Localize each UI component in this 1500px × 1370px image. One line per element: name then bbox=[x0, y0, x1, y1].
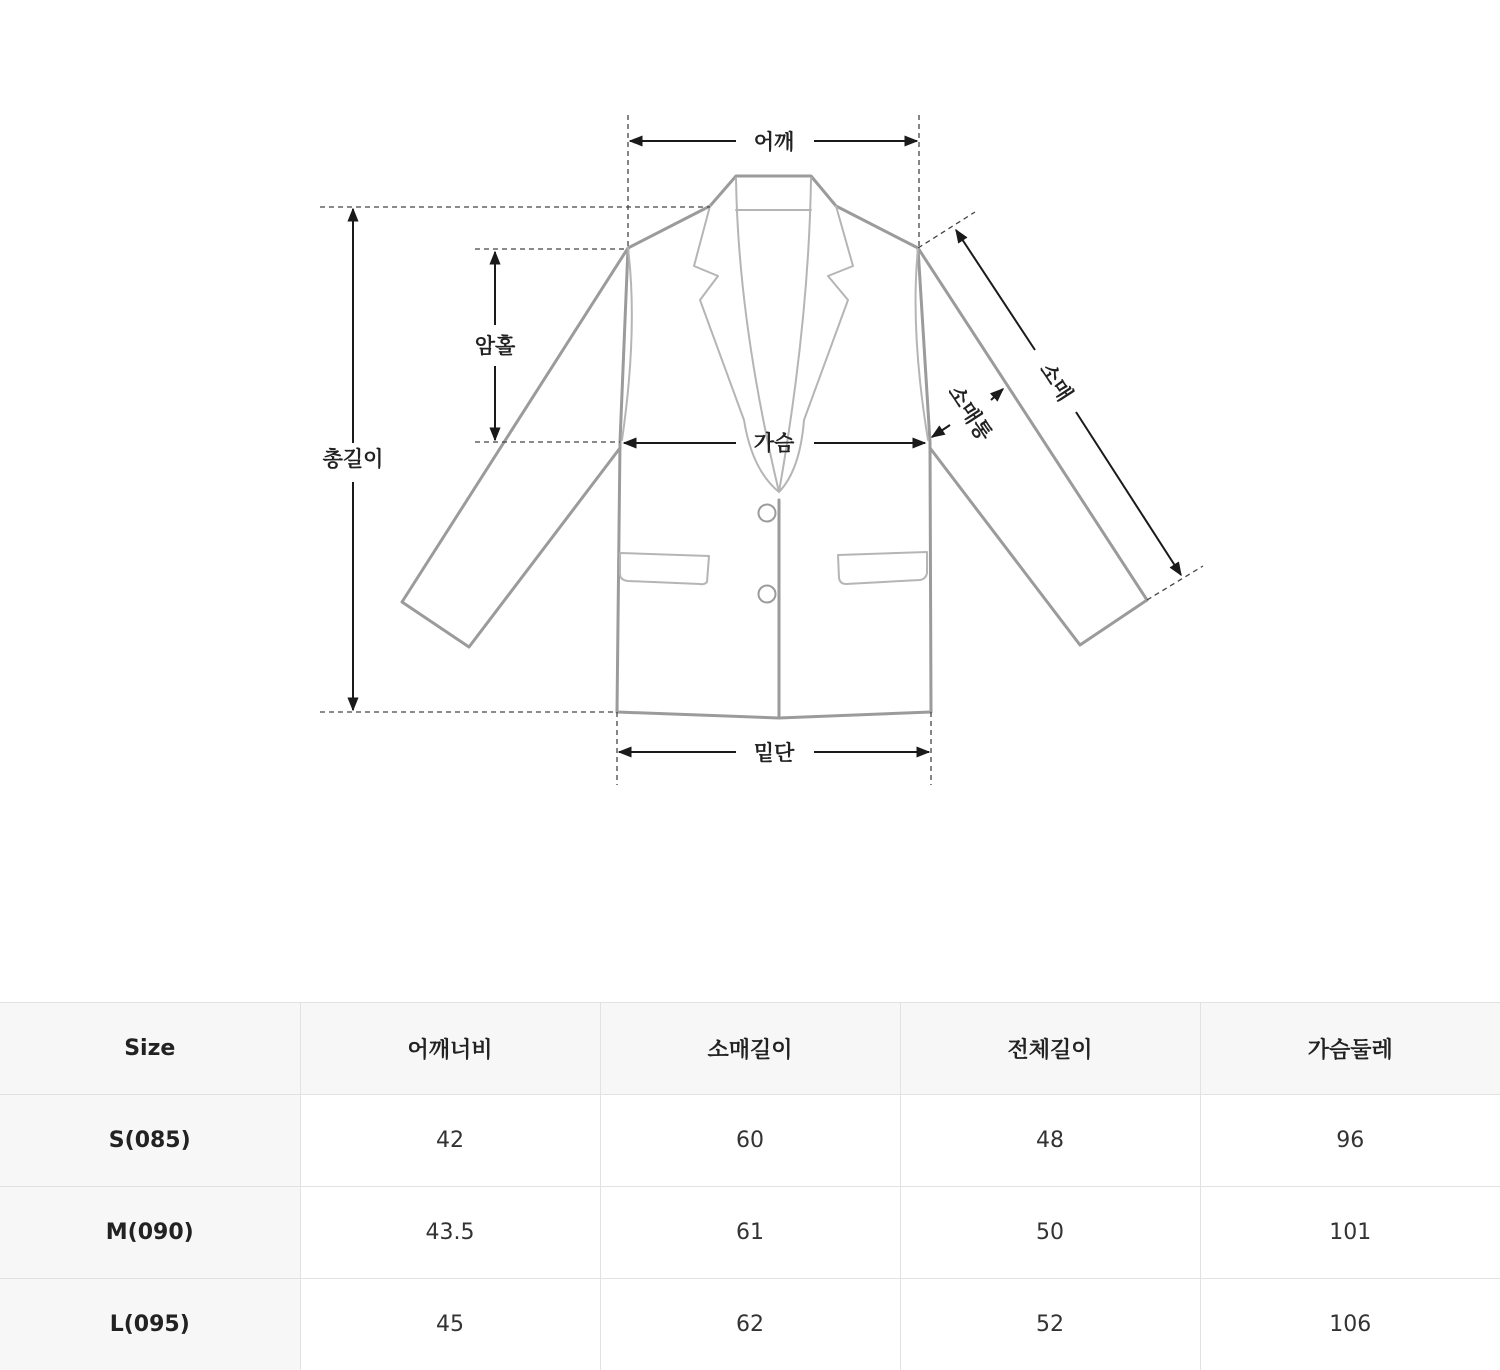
button-bottom bbox=[759, 586, 776, 603]
cell-total-length: 50 bbox=[900, 1187, 1200, 1279]
table-header-row bbox=[0, 1003, 1500, 1095]
label-chest: 가슴 bbox=[754, 431, 795, 455]
header-size: Size bbox=[0, 1003, 300, 1095]
header-total-length: 전체길이 bbox=[900, 1003, 1200, 1095]
label-sleeve: 소매 bbox=[1035, 358, 1077, 405]
cell-shoulder-width: 43.5 bbox=[300, 1187, 600, 1279]
cell-chest: 101 bbox=[1200, 1187, 1500, 1279]
row-size: M(090) bbox=[0, 1187, 300, 1279]
label-shoulder: 어깨 bbox=[754, 130, 795, 154]
cell-sleeve-length: 61 bbox=[600, 1187, 900, 1279]
label-sleeve-width: 소매통 bbox=[943, 381, 997, 446]
row-size: L(095) bbox=[0, 1279, 300, 1370]
cell-shoulder-width: 42 bbox=[300, 1095, 600, 1187]
row-size: S(085) bbox=[0, 1095, 300, 1187]
table-row bbox=[0, 1279, 1500, 1370]
cell-chest: 106 bbox=[1200, 1279, 1500, 1370]
button-top bbox=[759, 505, 776, 522]
header-chest: 가슴둘레 bbox=[1200, 1003, 1500, 1095]
header-shoulder-width: 어깨너비 bbox=[300, 1003, 600, 1095]
cell-total-length: 52 bbox=[900, 1279, 1200, 1370]
cell-total-length: 48 bbox=[900, 1095, 1200, 1187]
cell-sleeve-length: 60 bbox=[600, 1095, 900, 1187]
table-row bbox=[0, 1187, 1500, 1279]
label-hem: 밑단 bbox=[754, 741, 795, 765]
table-row bbox=[0, 1095, 1500, 1187]
cell-shoulder-width: 45 bbox=[300, 1279, 600, 1370]
jacket-details bbox=[620, 178, 928, 584]
header-sleeve-length: 소매길이 bbox=[600, 1003, 900, 1095]
cell-chest: 96 bbox=[1200, 1095, 1500, 1187]
cell-sleeve-length: 62 bbox=[600, 1279, 900, 1370]
size-table bbox=[0, 1002, 1500, 1370]
label-armhole: 암홀 bbox=[475, 334, 516, 358]
label-total-length: 총길이 bbox=[323, 447, 384, 471]
